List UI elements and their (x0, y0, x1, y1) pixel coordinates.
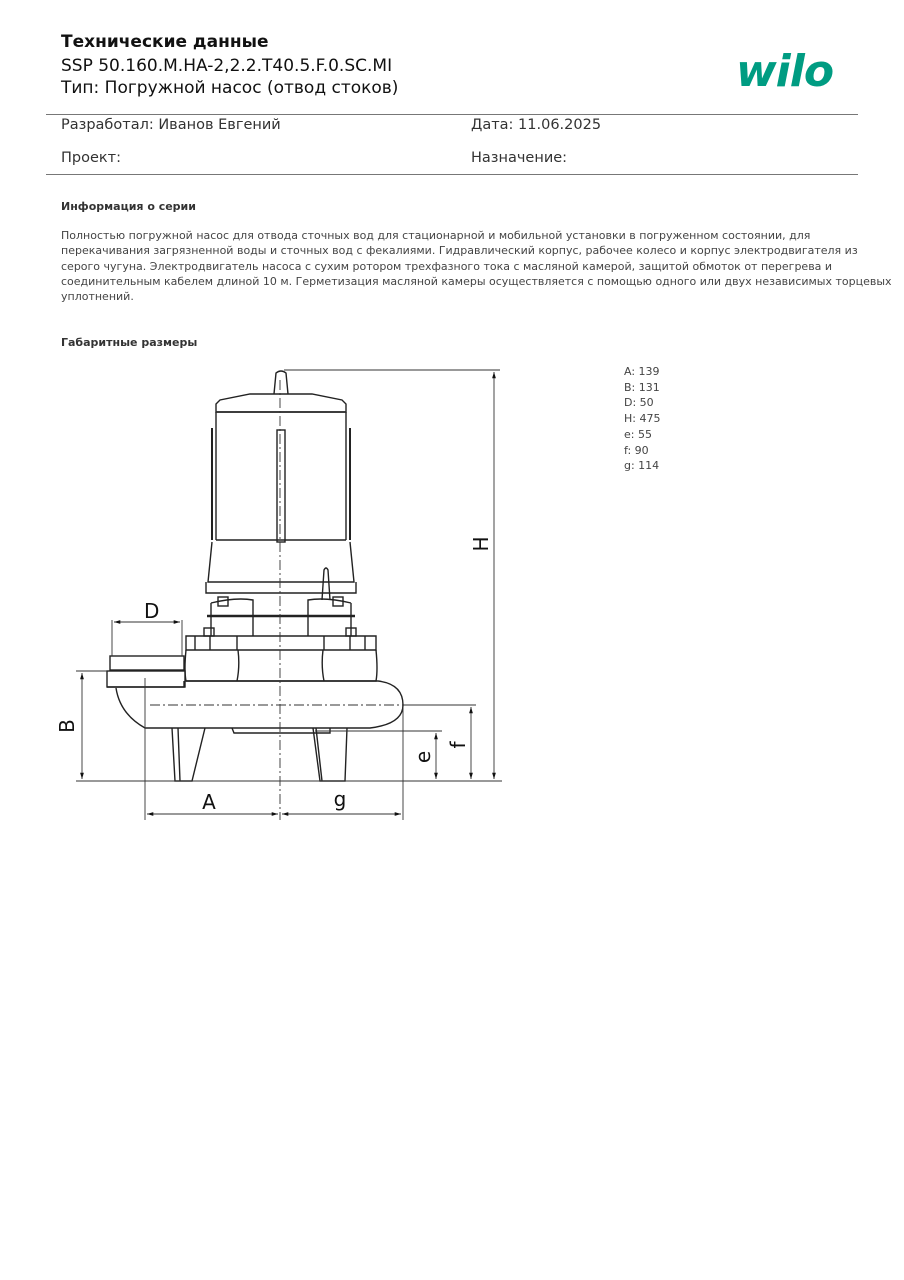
dim-label-b: B (55, 719, 79, 733)
flange (186, 636, 376, 650)
document-title: Технические данные (61, 32, 269, 52)
wilo-logo (734, 42, 846, 96)
product-type: Тип: Погружной насос (отвод стоков) (61, 78, 399, 98)
header-divider-bottom (46, 174, 858, 175)
description-line: соединительным кабелем длиной 10 м. Герметизация масляной камеры осуществляется с помощью одного или двух независимых торцевых (61, 274, 892, 288)
discharge-flange (110, 656, 184, 670)
date-field: Дата: 11.06.2025 (471, 117, 602, 133)
dim-label-g: g (333, 787, 347, 811)
motor-lower-body (208, 542, 354, 582)
description-line: уплотнений. (61, 290, 134, 304)
dimension-value-d: D: 50 (624, 396, 654, 410)
pump-dimension-drawing (40, 360, 520, 830)
description-line: серого чугуна. Электродвигатель насоса с сухим ротором трехфазного тока с масляной камерой, защитой обмоток от перегрева и (61, 259, 833, 273)
series-description (61, 228, 892, 304)
dimension-value-f: f: 90 (624, 443, 649, 457)
dim-label-a: A (202, 790, 216, 814)
dimension-lines (76, 370, 502, 820)
dimension-values-list (624, 364, 660, 474)
dimension-value-e: e: 55 (624, 427, 652, 441)
purpose-field: Назначение: (471, 150, 568, 166)
dim-label-e: e (411, 750, 435, 764)
volute-casing (116, 681, 403, 728)
description-line: Полностью погружной насос для отвода сточных вод для стационарной и мобильной установки в погруженном состоянии, для (61, 229, 811, 242)
dimension-value-g: g: 114 (624, 459, 660, 473)
motor-housing (216, 412, 346, 540)
dimension-value-h: H: 475 (624, 412, 661, 426)
logo-text: wilo (736, 46, 834, 96)
cable-gland (274, 371, 288, 394)
handle-strip (277, 430, 285, 542)
product-model: SSP 50.160.M.HA-2,2.2.T40.5.F.0.SC.MI (61, 56, 393, 76)
dim-label-f: f (446, 741, 470, 749)
pump-outline (107, 371, 403, 781)
developer-field: Разработал: Иванов Евгений (61, 117, 281, 133)
dim-label-h: H (469, 536, 493, 552)
pump-foot-right (313, 728, 347, 781)
dimension-value-a: A: 139 (624, 365, 660, 378)
pump-foot-left (172, 728, 205, 781)
header-divider-top (46, 114, 858, 115)
project-field: Проект: (61, 150, 121, 166)
dim-label-d: D (144, 599, 160, 623)
motor-cap (216, 394, 346, 412)
dimension-value-b: B: 131 (624, 380, 660, 394)
dimensions-heading: Габаритные размеры (61, 336, 198, 349)
series-info-heading: Информация о серии (61, 200, 196, 213)
description-line: перекачивания загрязненной воды и сточных вод с фекалиями. Гидравлический корпус, рабочее колесо и корпус электродвигателя из (61, 244, 858, 258)
